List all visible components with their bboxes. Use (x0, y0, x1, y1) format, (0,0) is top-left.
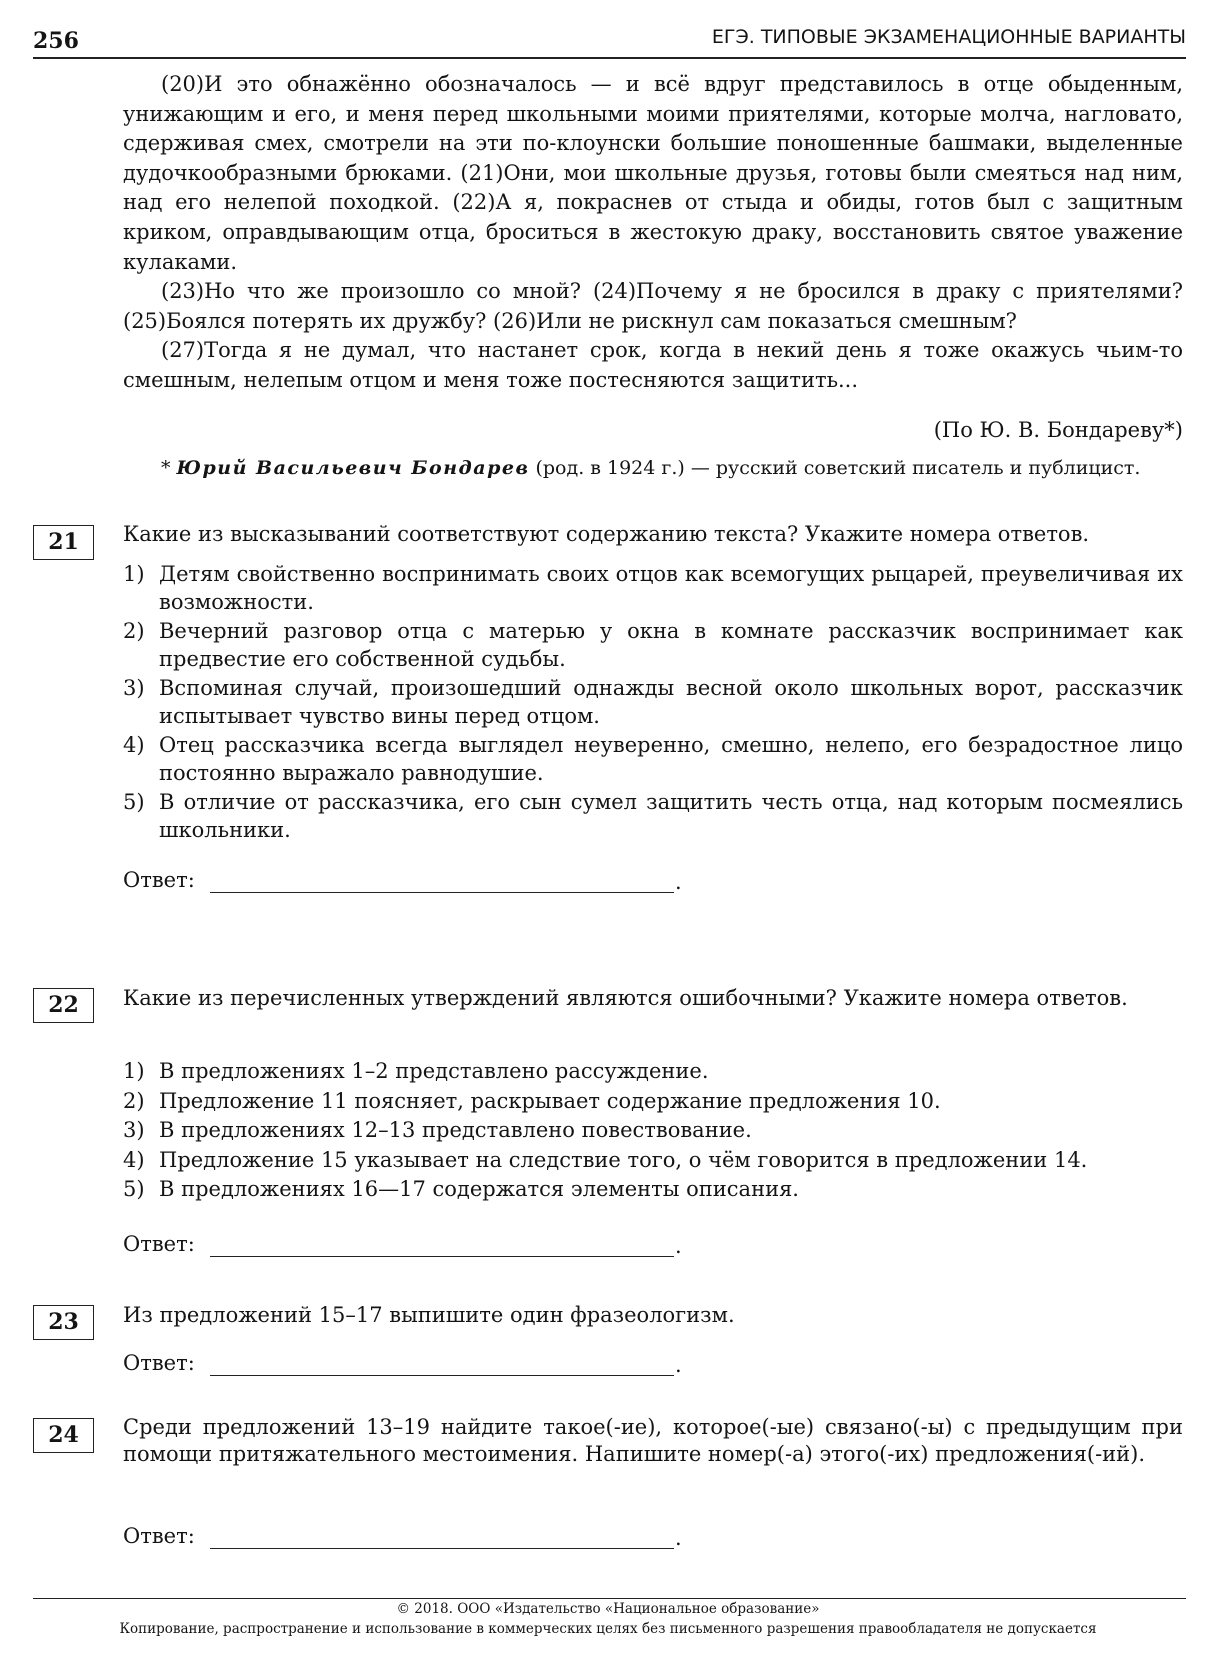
option-text: Детям свойственно воспринимать своих отцов как всемогущих рыцарей, преувеличивая их возможности. (159, 562, 1183, 614)
option-number: 5) (123, 790, 145, 814)
option-item (123, 561, 1183, 616)
task-question: Среди предложений 13–19 найдите такое(-ие), которое(-ые) связано(-ы) с предыдущим при помощи притяжательного местоимения. Напишите номер(-а) этого(-их) предложения(-ий). (123, 1415, 1183, 1466)
option-number: 1) (123, 562, 145, 586)
option-item (123, 1176, 1183, 1204)
option-item (123, 1147, 1183, 1175)
option-item (123, 618, 1183, 673)
option-item (123, 1117, 1183, 1145)
option-text: В предложениях 1–2 представлено рассуждение. (159, 1059, 709, 1083)
running-header (33, 22, 1186, 56)
option-text: В предложениях 12–13 представлено повествование. (159, 1118, 752, 1142)
footer-notice: Копирование, распространение и использование в коммерческих целях без письменного разрешения правообладателя не допускается (119, 1621, 1097, 1637)
task-question: Какие из высказываний соответствуют содержанию текста? Укажите номера ответов. (123, 522, 1090, 546)
paragraph: (23)Но что же произошло со мной? (24)Почему я не бросился в драку с приятелями? (25)Боялся потерять их дружбу? (26)Или не рискнул сам показаться смешным? (123, 279, 1183, 333)
task-question: Из предложений 15–17 выпишите один фразеологизм. (123, 1303, 735, 1327)
answer-options (123, 561, 1183, 846)
page-number: 256 (33, 28, 79, 54)
paragraph: (27)Тогда я не думал, что настанет срок, когда в некий день я тоже окажусь чьим-то смешным, нелепым отцом и меня тоже постесняются защитить... (123, 338, 1183, 392)
option-item (123, 789, 1183, 844)
option-item (123, 1058, 1183, 1086)
answer-line[interactable] (210, 1548, 674, 1549)
option-text: Предложение 11 поясняет, раскрывает содержание предложения 10. (159, 1088, 941, 1113)
header-rule (33, 57, 1186, 59)
task-number-box: 23 (33, 1305, 94, 1340)
task-question: Какие из перечисленных утверждений являются ошибочными? Укажите номера ответов. (123, 986, 1128, 1010)
answer-period: . (675, 870, 682, 894)
task-number-box: 22 (33, 988, 94, 1023)
option-text: В предложениях 16—17 содержатся элементы описания. (159, 1177, 799, 1201)
book-title: ЕГЭ. ТИПОВЫЕ ЭКЗАМЕНАЦИОННЫЕ ВАРИАНТЫ (711, 26, 1186, 48)
option-item (123, 732, 1183, 787)
option-number: 1) (123, 1059, 145, 1083)
source-text (123, 70, 1183, 396)
answer-label: Ответ: (123, 1351, 195, 1375)
answer-period: . (675, 1353, 682, 1377)
option-item (123, 1088, 1183, 1116)
answer-period: . (675, 1526, 682, 1550)
task-number-box: 21 (33, 525, 94, 560)
footnote-text: (род. в 1924 г.) — русский советский писатель и публицист. (529, 457, 1141, 479)
task-number-box: 24 (33, 1418, 94, 1453)
option-item (123, 675, 1183, 730)
answer-line[interactable] (210, 1375, 674, 1376)
option-number: 4) (123, 733, 145, 757)
option-number: 5) (123, 1177, 145, 1201)
footnote (123, 455, 1183, 482)
option-number: 2) (123, 1088, 145, 1113)
option-number: 2) (123, 619, 145, 643)
answer-label: Ответ: (123, 1232, 195, 1256)
answer-options (123, 1058, 1183, 1206)
option-text: В отличие от рассказчика, его сын сумел защитить честь отца, над которым посмеялись школьники. (159, 790, 1183, 842)
answer-line[interactable] (210, 1256, 674, 1257)
option-text: Отец рассказчика всегда выглядел неуверенно, смешно, нелепо, его безрадостное лицо постоянно выражало равнодушие. (159, 733, 1183, 785)
footer-rule (33, 1598, 1186, 1599)
answer-label: Ответ: (123, 1524, 195, 1548)
option-number: 3) (123, 1118, 145, 1142)
footnote-star: * (161, 457, 171, 479)
answer-period: . (675, 1234, 682, 1258)
option-text: Вечерний разговор отца с матерью у окна в комнате рассказчик воспринимает как предвестие его собственной судьбы. (159, 619, 1183, 671)
answer-line[interactable] (210, 892, 674, 893)
footnote-author: Юрий Васильевич Бондарев (176, 457, 530, 479)
footer-copyright: © 2018. ООО «Издательство «Национальное образование» (396, 1601, 820, 1617)
option-text: Вспоминая случай, произошедший однажды весной около школьных ворот, рассказчик испытывает чувство вины перед отцом. (159, 676, 1183, 728)
attribution: (По Ю. В. Бондареву*) (933, 418, 1183, 442)
option-number: 3) (123, 676, 145, 700)
option-text: Предложение 15 указывает на следствие того, о чём говорится в предложении 14. (159, 1147, 1088, 1172)
answer-label: Ответ: (123, 868, 195, 892)
option-number: 4) (123, 1147, 145, 1172)
paragraph: (20)И это обнажённо обозначалось — и всё вдруг представилось в отце обыденным, унижающим и его, и меня перед школьными моими приятелями, которые молча, нагловато, сдерживая смех, смотрели на эти по-клоунски большие поношенные башмаки, выделенные дудочкообразными брюками. (21)Они, мои школьные друзья, готовы были смеяться над ним, над его нелепой походкой. (22)А я, покраснев от стыда и обиды, готов был с защитным криком, оправдывающим отца, броситься в жестокую драку, восстановить святое уважение кулаками. (123, 72, 1183, 274)
